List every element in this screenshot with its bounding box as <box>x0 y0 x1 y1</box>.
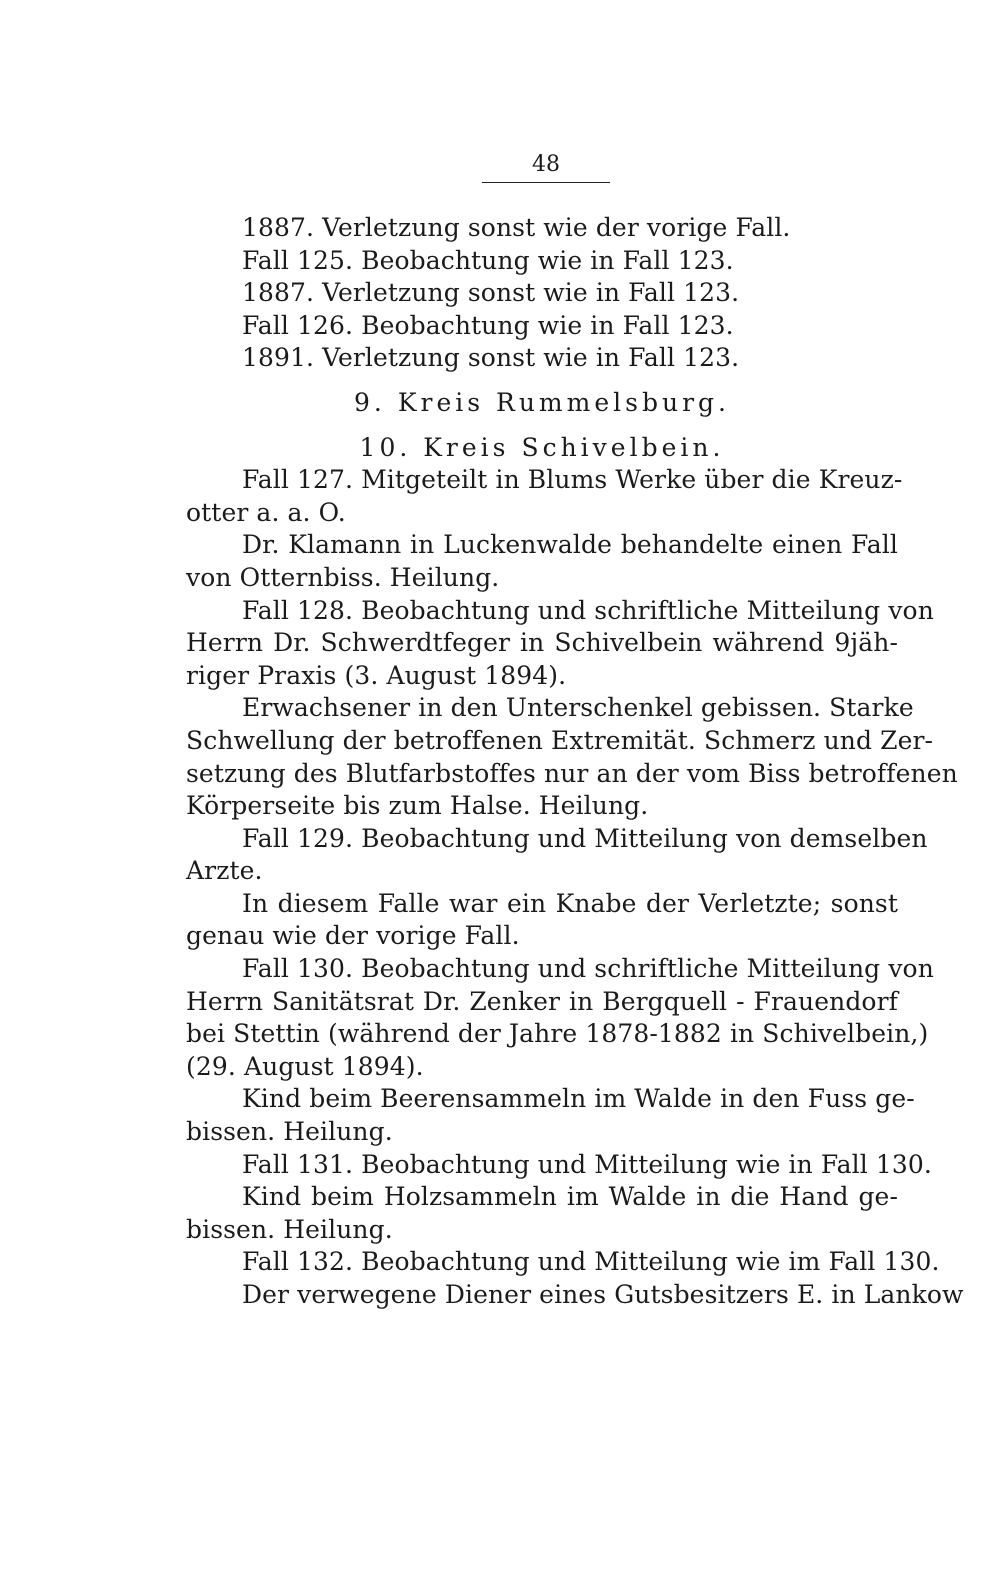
line-praxis: riger Praxis (3. August 1894). <box>186 660 567 690</box>
line-fall-132: Fall 132. Beobachtung und Mitteilung wie im Fall 130. <box>242 1247 940 1277</box>
line-arzte: Arzte. <box>186 856 263 886</box>
line-fall-127: Fall 127. Mitgeteilt in Blums Werke über die Kreuz- <box>242 465 903 495</box>
text-line <box>0 953 1000 986</box>
line-erwachsener: Erwachsener in den Unterschenkel gebissen. Starke <box>242 693 914 723</box>
line-beerensammeln: Kind beim Beerensammeln im Walde in den Fuss ge- <box>242 1084 915 1114</box>
line-knabe: In diesem Falle war ein Knabe der Verletzte; sonst <box>242 888 898 918</box>
section-heading-rummelsburg: 9. Kreis Rummelsburg. <box>354 387 730 417</box>
text-line <box>0 595 1000 628</box>
line-fall-126: Fall 126. Beobachtung wie in Fall 123. <box>242 310 734 340</box>
line-otternbiss: von Otternbiss. Heilung. <box>186 562 500 592</box>
section-heading-line <box>0 387 1000 420</box>
line-fall-129: Fall 129. Beobachtung und Mitteilung von demselben <box>242 823 928 853</box>
text-line <box>0 464 1000 497</box>
page-number: 48 <box>532 152 560 177</box>
text-line <box>0 790 1000 823</box>
section-heading-line <box>0 432 1000 465</box>
line-koerperseite: Körperseite bis zum Halse. Heilung. <box>186 791 649 821</box>
text-line <box>0 310 1000 343</box>
text-line <box>0 1051 1000 1084</box>
spacer <box>0 375 1000 387</box>
text-line <box>0 1149 1000 1182</box>
line-fall-125: Fall 125. Beobachtung wie in Fall 123. <box>242 245 734 275</box>
text-line <box>0 692 1000 725</box>
line-fall-131: Fall 131. Beobachtung und Mitteilung wie in Fall 130. <box>242 1149 932 1179</box>
line-fall-130: Fall 130. Beobachtung und schriftliche Mitteilung von <box>242 954 934 984</box>
line-bissen-b: bissen. Heilung. <box>186 1214 393 1244</box>
text-line <box>0 1181 1000 1214</box>
text-line <box>0 212 1000 245</box>
line-stettin: bei Stettin (während der Jahre 1878-1882 in Schivelbein,) <box>186 1019 929 1049</box>
line-zenker: Herrn Sanitätsrat Dr. Zenker in Bergquell - Frauendorf <box>186 986 898 1016</box>
line-fall-128: Fall 128. Beobachtung und schriftliche Mitteilung von <box>242 595 934 625</box>
line-holzsammeln: Kind beim Holzsammeln im Walde in die Hand ge- <box>242 1182 898 1212</box>
text-line <box>0 342 1000 375</box>
line-schwellung: Schwellung der betroffenen Extremität. Schmerz und Zer- <box>186 725 934 755</box>
text-line <box>0 1279 1000 1312</box>
text-line <box>0 529 1000 562</box>
line-klamann: Dr. Klamann in Luckenwalde behandelte einen Fall <box>242 530 898 560</box>
spacer <box>0 420 1000 432</box>
text-line <box>0 1018 1000 1051</box>
line-bissen-a: bissen. Heilung. <box>186 1117 393 1147</box>
line-august-29: (29. August 1894). <box>186 1051 424 1081</box>
text-line <box>0 855 1000 888</box>
body-text <box>0 212 1000 1312</box>
text-line <box>0 497 1000 530</box>
line-schwerdtfeger: Herrn Dr. Schwerdtfeger in Schivelbein während 9jäh- <box>186 628 898 658</box>
text-line <box>0 562 1000 595</box>
line-setzung: setzung des Blutfarbstoffes nur an der vom Biss betroffenen <box>186 758 958 788</box>
text-line <box>0 1246 1000 1279</box>
line-1891: 1891. Verletzung sonst wie in Fall 123. <box>242 343 740 373</box>
text-line <box>0 1214 1000 1247</box>
text-line <box>0 823 1000 856</box>
text-line <box>0 725 1000 758</box>
text-line <box>0 627 1000 660</box>
line-1887-b: 1887. Verletzung sonst wie in Fall 123. <box>242 278 740 308</box>
text-line <box>0 1083 1000 1116</box>
text-line <box>0 1116 1000 1149</box>
page-number-rule <box>482 182 610 183</box>
line-1887-a: 1887. Verletzung sonst wie der vorige Fall. <box>242 213 791 242</box>
text-line <box>0 758 1000 791</box>
line-otter: otter a. a. O. <box>186 497 346 527</box>
text-line <box>0 986 1000 1019</box>
text-line <box>0 245 1000 278</box>
text-line <box>0 920 1000 953</box>
text-line <box>0 660 1000 693</box>
line-diener: Der verwegene Diener eines Gutsbesitzers E. in Lankow <box>242 1280 964 1309</box>
text-line <box>0 277 1000 310</box>
section-heading-schivelbein: 10. Kreis Schivelbein. <box>359 432 725 462</box>
line-genau: genau wie der vorige Fall. <box>186 921 520 951</box>
text-line <box>0 888 1000 921</box>
